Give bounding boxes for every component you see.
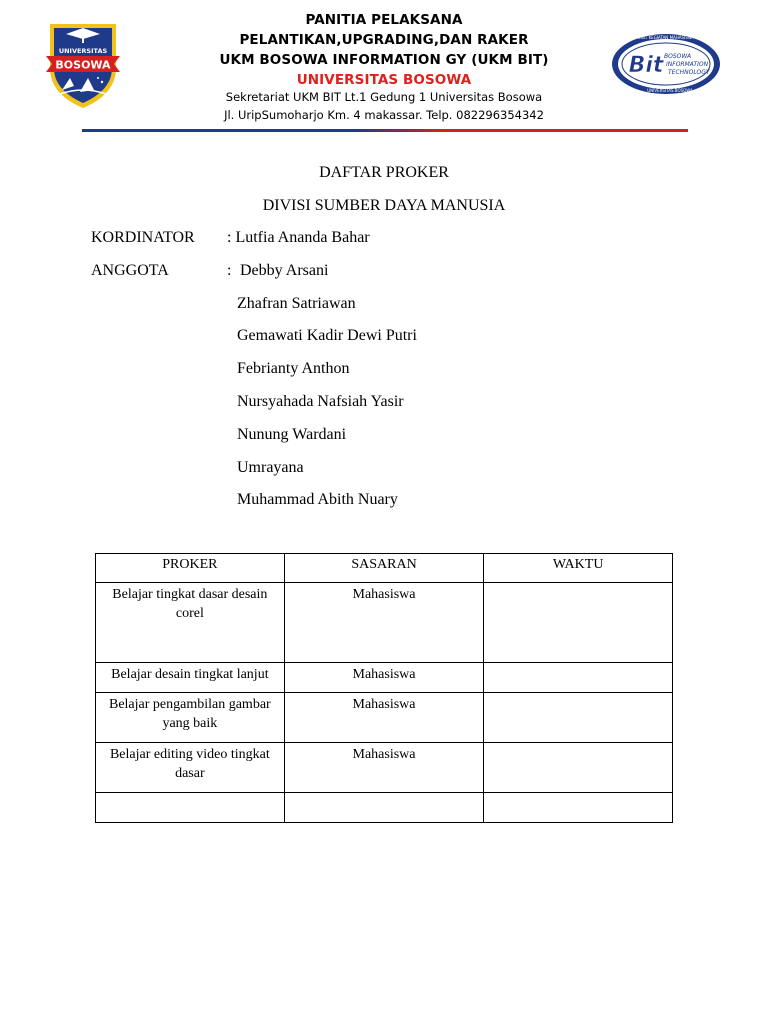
coordinator-name: : Lutfia Ananda Bahar bbox=[227, 229, 370, 246]
letterhead-line-3: UKM BOSOWA INFORMATION GY (UKM BIT) bbox=[219, 52, 549, 68]
coordinator-label: KORDINATOR bbox=[91, 229, 195, 246]
header-proker: PROKER bbox=[96, 554, 285, 583]
member-item: Gemawati Kadir Dewi Putri bbox=[237, 327, 417, 344]
cell-proker: Belajar tingkat dasar desain corel bbox=[96, 583, 285, 663]
cell-proker: Belajar editing video tingkat dasar bbox=[96, 743, 285, 793]
member-item: Nursyahada Nafsiah Yasir bbox=[237, 393, 404, 410]
cell-proker bbox=[96, 793, 285, 823]
logo-side-text-3: TECHNOLOGY bbox=[668, 69, 710, 76]
member-item: Febrianty Anthon bbox=[237, 360, 350, 377]
logo-side-text-1: BOSOWA bbox=[664, 53, 692, 60]
table-row bbox=[96, 693, 673, 743]
member-item: Zhafran Satriawan bbox=[237, 295, 356, 312]
member-item: Debby Arsani bbox=[240, 262, 329, 279]
members-label: ANGGOTA bbox=[91, 262, 169, 279]
cell-waktu bbox=[484, 663, 673, 693]
header-divider bbox=[82, 129, 688, 132]
logo-top-text: UNIVERSITAS bbox=[58, 47, 108, 55]
cell-sasaran: Mahasiswa bbox=[284, 743, 484, 793]
member-item: Muhammad Abith Nuary bbox=[237, 491, 398, 508]
logo-arc-top: UNIT KEGIATAN MAHASISWA bbox=[637, 35, 695, 40]
logo-arc-bottom: UNIVERSITAS BOSOWA bbox=[647, 88, 693, 93]
cell-sasaran: Mahasiswa bbox=[284, 663, 484, 693]
cell-sasaran bbox=[284, 793, 484, 823]
header-waktu: WAKTU bbox=[484, 554, 673, 583]
letterhead-line-1: PANITIA PELAKSANA bbox=[305, 12, 463, 28]
logo-bit-text: Bit bbox=[628, 53, 664, 78]
cell-proker: Belajar pengambilan gambar yang baik bbox=[96, 693, 285, 743]
cell-waktu bbox=[484, 583, 673, 663]
letterhead-address-2: Jl. UripSumoharjo Km. 4 makassar. Telp. 082296354342 bbox=[224, 108, 544, 122]
logo-side-text-2: INFORMATION bbox=[666, 61, 709, 68]
cell-waktu bbox=[484, 693, 673, 743]
document-title: DAFTAR PROKER bbox=[319, 164, 449, 181]
logo-banner-text: BOSOWA bbox=[55, 58, 111, 72]
table-row bbox=[96, 743, 673, 793]
members-colon: : bbox=[227, 262, 232, 279]
cell-waktu bbox=[484, 793, 673, 823]
table-row bbox=[96, 583, 673, 663]
cell-proker: Belajar desain tingkat lanjut bbox=[96, 663, 285, 693]
letterhead-address-1: Sekretariat UKM BIT Lt.1 Gedung 1 Universitas Bosowa bbox=[225, 90, 543, 104]
member-item: Nunung Wardani bbox=[237, 426, 347, 443]
table-header-row bbox=[96, 554, 673, 583]
member-item: Umrayana bbox=[237, 459, 304, 476]
header-sasaran: SASARAN bbox=[284, 554, 484, 583]
letterhead-line-2: PELANTIKAN,UPGRADING,DAN RAKER bbox=[239, 32, 529, 48]
table-row bbox=[96, 663, 673, 693]
letterhead-university: UNIVERSITAS BOSOWA bbox=[296, 72, 472, 88]
document-subtitle: DIVISI SUMBER DAYA MANUSIA bbox=[262, 197, 506, 214]
cell-sasaran: Mahasiswa bbox=[284, 583, 484, 663]
cell-waktu bbox=[484, 743, 673, 793]
cell-sasaran: Mahasiswa bbox=[284, 693, 484, 743]
table-row bbox=[96, 793, 673, 823]
proker-table bbox=[95, 553, 673, 823]
